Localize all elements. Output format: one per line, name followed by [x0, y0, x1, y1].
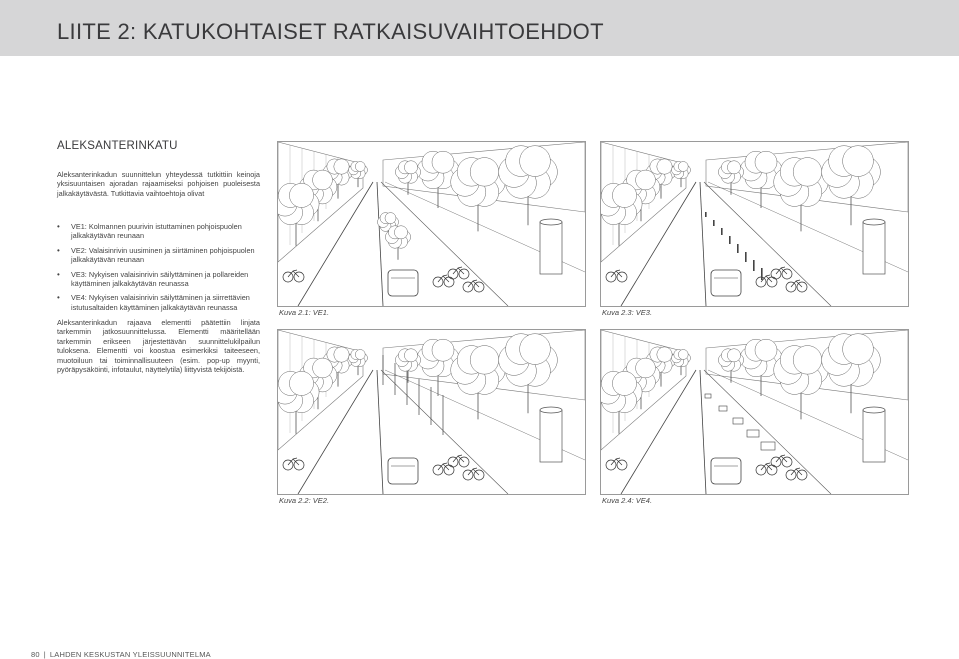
- advertising-column: [540, 222, 562, 274]
- street-illustration-ve1: [277, 141, 586, 307]
- tree: [451, 158, 506, 232]
- road-edge-right: [700, 370, 706, 494]
- bicycle-frame: [791, 280, 802, 287]
- bollard: [713, 220, 715, 226]
- tree-crown-lobe: [636, 170, 656, 190]
- page-title: LIITE 2: KATUKOHTAISET RATKAISUVAIHTOEHDOT: [57, 19, 604, 44]
- tree-crown-lobe: [843, 334, 874, 365]
- bicycle-frame: [611, 458, 622, 465]
- car: [388, 458, 418, 484]
- road-edge-right: [377, 182, 383, 306]
- bicycle-frame: [438, 463, 449, 470]
- tree-crown-lobe: [313, 358, 333, 378]
- tree: [385, 226, 410, 260]
- road-edge-right: [700, 182, 706, 306]
- planter-box: [733, 418, 743, 424]
- advertising-column: [863, 410, 885, 462]
- tree-crown-lobe: [727, 349, 740, 362]
- page-header: [0, 0, 959, 56]
- advertising-column-top: [540, 219, 562, 225]
- tree-crown-lobe: [355, 350, 365, 360]
- tree: [774, 158, 829, 232]
- tree-crown-lobe: [755, 151, 777, 173]
- tree-crown-lobe: [432, 339, 454, 361]
- bicycle-frame: [611, 270, 622, 277]
- street-illustration-ve2: [277, 329, 586, 495]
- figure-caption: Kuva 2.4: VE4.: [602, 496, 653, 505]
- list-item: • VE2: Valaisinrivin uusiminen ja siirtäminen pohjoispuolen jalkakäytävän reunaan: [57, 246, 260, 265]
- planter-box: [747, 430, 759, 437]
- page-number: 80: [31, 650, 40, 659]
- bicycle-frame: [468, 280, 479, 287]
- footer-separator: |: [43, 650, 46, 659]
- advertising-column-top: [863, 407, 885, 413]
- bollard: [737, 244, 739, 253]
- tree-crown-lobe: [394, 226, 407, 239]
- bicycle-frame: [468, 468, 479, 475]
- figure-caption: Kuva 2.1: VE1.: [279, 308, 330, 317]
- tree-crown-lobe: [313, 170, 333, 190]
- bollard: [721, 228, 723, 235]
- conclusion-paragraph: Aleksanterinkadun rajaava elementti päätettiin linjata tarkemmin jatkosuunnittelussa. Elementti määritellään tarkemmin erikseen järjestettävän suunnittelukilpailun tuloksena. Elementti voi koostua esimerkiksi taiteeseen, muotoiluun tai toiminnallisuuteen (esim. pop-up myynti, pyöräpysäköinti, infotaulut, näyttelytila) liittyvistä tekijöistä.: [57, 318, 260, 375]
- alternatives-list: [57, 222, 260, 317]
- bicycle-frame: [438, 275, 449, 282]
- tree-crown-lobe: [334, 347, 349, 362]
- tree-crown-lobe: [636, 358, 656, 378]
- car: [711, 270, 741, 296]
- bollard: [729, 236, 731, 244]
- tree-crown-lobe: [657, 159, 672, 174]
- tree-crown-lobe: [470, 346, 499, 375]
- street-illustration-ve3: [600, 141, 909, 307]
- bollard: [745, 252, 747, 262]
- bicycle-frame: [288, 270, 299, 277]
- tree-crown-lobe: [432, 151, 454, 173]
- tree-crown-lobe: [520, 334, 551, 365]
- tree-crown-lobe: [612, 183, 636, 207]
- tree-crown-lobe: [793, 158, 822, 187]
- planter-box: [705, 394, 711, 398]
- bicycle-frame: [761, 275, 772, 282]
- figure-caption: Kuva 2.2: VE2.: [279, 496, 330, 505]
- document-title: LAHDEN KESKUSTAN YLEISSUUNNITELMA: [49, 650, 211, 659]
- tree-crown-lobe: [755, 339, 777, 361]
- tree: [451, 346, 506, 420]
- bollard: [753, 260, 755, 271]
- street-illustration-ve4: [600, 329, 909, 495]
- list-item: • VE3: Nykyisen valaisinrivin säilyttäminen ja pollareiden käyttäminen jalkakäytävän reunassa: [57, 270, 260, 289]
- advertising-column: [863, 222, 885, 274]
- bollard: [761, 268, 763, 280]
- tree-crown-lobe: [289, 183, 313, 207]
- road-edge-right: [377, 370, 383, 494]
- tree: [822, 334, 881, 414]
- tree-crown-lobe: [470, 158, 499, 187]
- bicycle-frame: [453, 455, 464, 462]
- tree-crown-lobe: [657, 347, 672, 362]
- tree-crown-lobe: [843, 146, 874, 177]
- car: [388, 270, 418, 296]
- advertising-column-top: [540, 407, 562, 413]
- car: [711, 458, 741, 484]
- section-title: ALEKSANTERINKATU: [57, 140, 178, 152]
- list-item: • VE4: Nykyisen valaisinrivin säilyttäminen ja siirrettävien istutusaltaiden käyttäminen jalkakäytävän reunassa: [57, 293, 260, 312]
- tree-crown-lobe: [289, 371, 313, 395]
- list-item: • VE1: Kolmannen puurivin istuttaminen pohjoispuolen jalkakäytävän reunaan: [57, 222, 260, 241]
- tree-crown-lobe: [334, 159, 349, 174]
- bollard: [705, 212, 707, 217]
- planter-box: [761, 442, 775, 450]
- tree-crown-lobe: [404, 349, 417, 362]
- tree-crown-lobe: [355, 162, 365, 172]
- tree: [822, 146, 881, 226]
- tree-crown-lobe: [385, 213, 396, 224]
- tree: [499, 334, 558, 414]
- bicycle-frame: [288, 458, 299, 465]
- advertising-column: [540, 410, 562, 462]
- bicycle-frame: [791, 468, 802, 475]
- bicycle-frame: [776, 267, 787, 274]
- tree: [499, 146, 558, 226]
- tree-crown-lobe: [520, 146, 551, 177]
- figure-caption: Kuva 2.3: VE3.: [602, 308, 653, 317]
- bicycle-frame: [776, 455, 787, 462]
- tree-crown-lobe: [612, 371, 636, 395]
- planter-box: [719, 406, 727, 411]
- tree-crown-lobe: [404, 161, 417, 174]
- intro-paragraph: Aleksanterinkadun suunnittelun yhteydessä tutkittiin keinoja yksisuuntaisen ajoradan rajaamiseksi pohjoisen puoleisesta jalkakäytävästä. Tutkittavia vaihtoehtoja olivat: [57, 170, 260, 198]
- page-footer: [31, 650, 211, 659]
- bicycle-frame: [761, 463, 772, 470]
- tree-crown-lobe: [793, 346, 822, 375]
- bicycle-frame: [453, 267, 464, 274]
- tree-crown-lobe: [678, 162, 688, 172]
- advertising-column-top: [863, 219, 885, 225]
- tree: [774, 346, 829, 420]
- tree-crown-lobe: [678, 350, 688, 360]
- tree-crown-lobe: [727, 161, 740, 174]
